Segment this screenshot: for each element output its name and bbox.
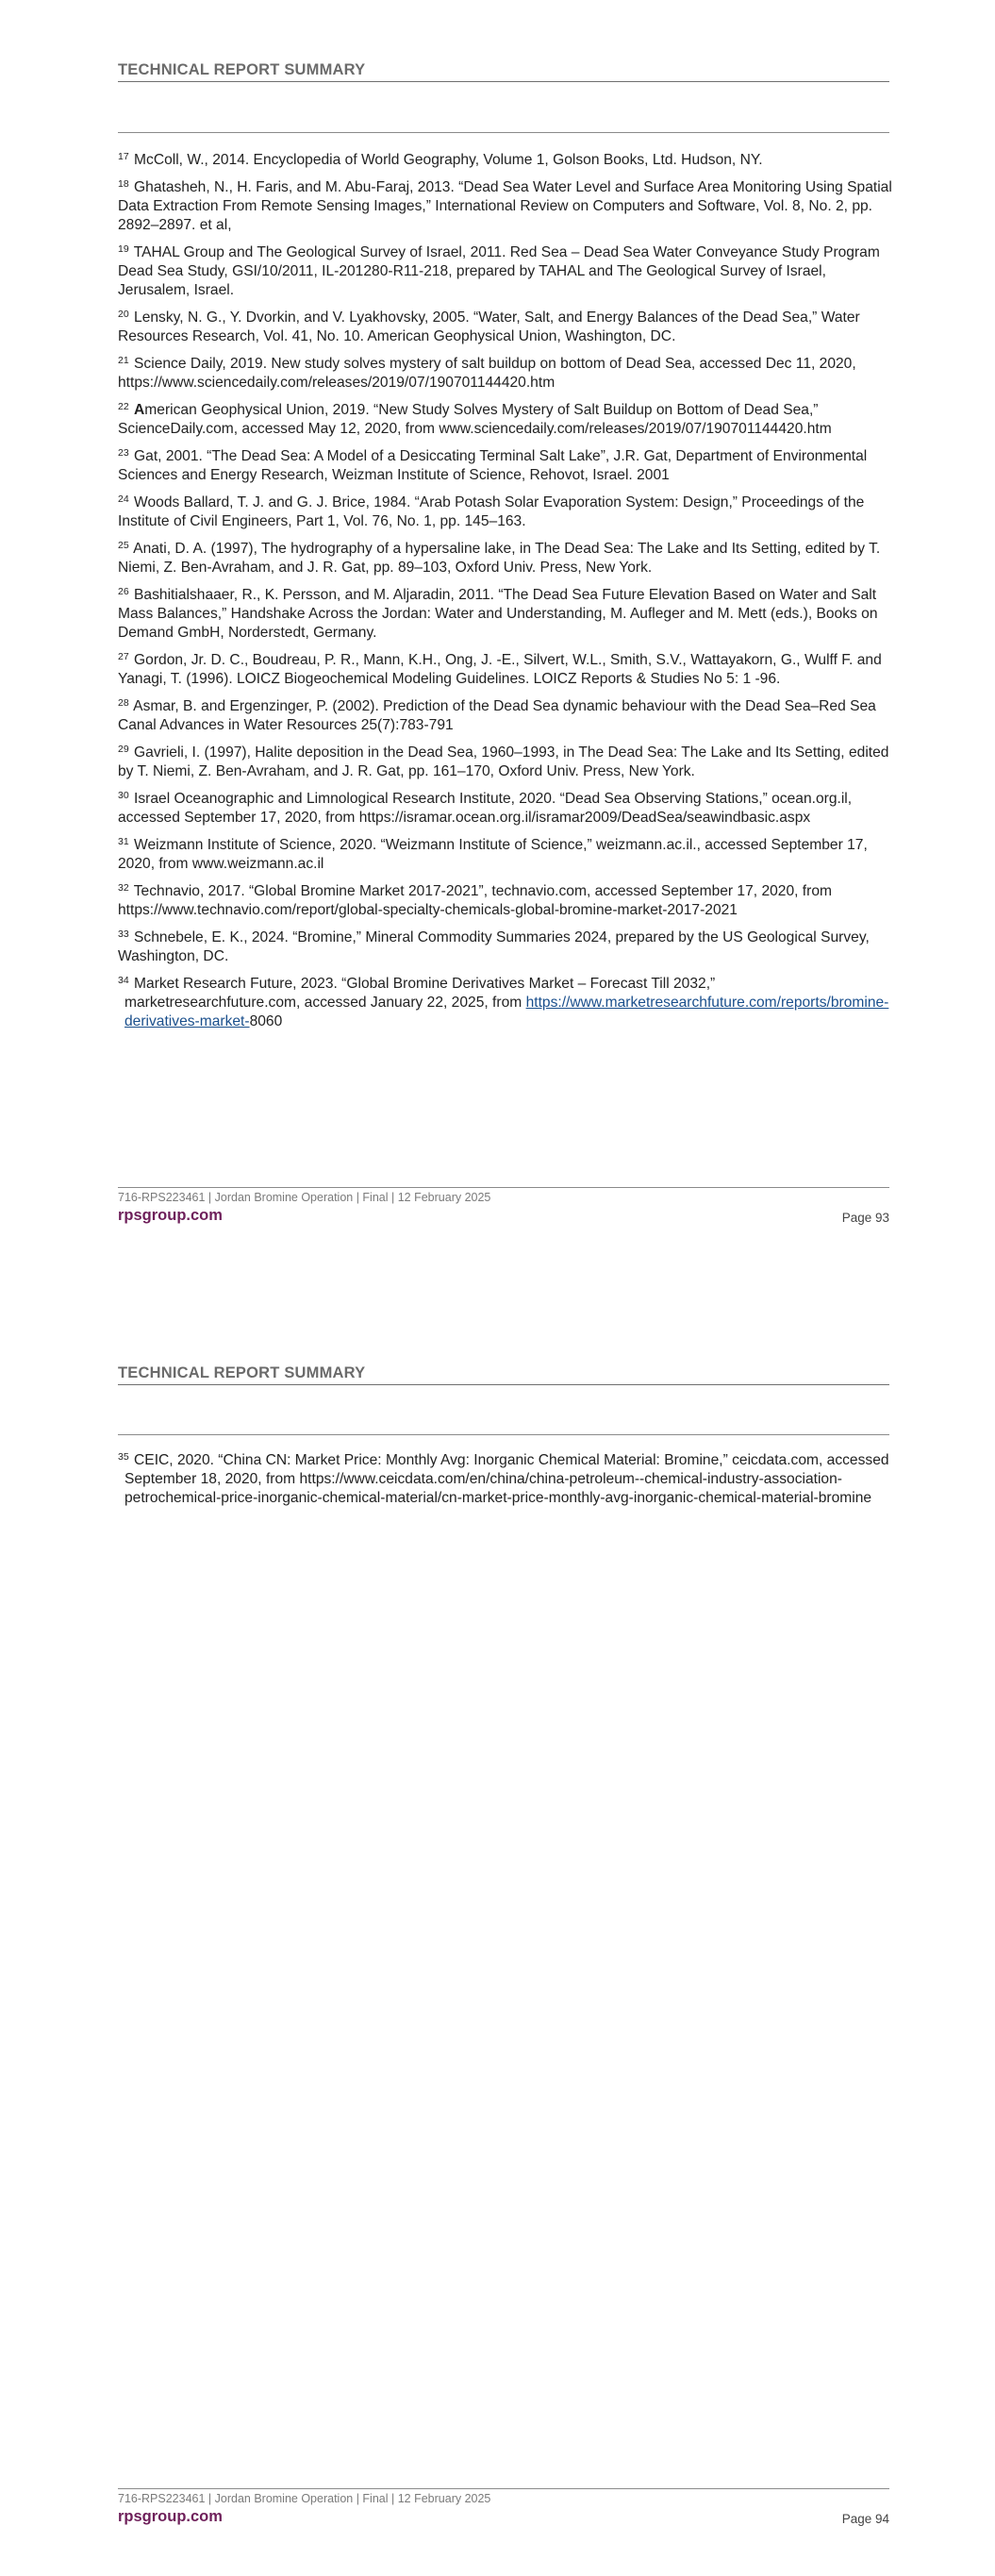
footnote-number: 35	[118, 1451, 129, 1463]
footnote-text: Technavio, 2017. “Global Bromine Market 2017-2021”, technavio.com, accessed September 17, 2020, from https://www.technavio.com/report/global-specialty-chemicals-global-bromine-market-2017-2021	[118, 883, 832, 918]
footer-meta: 716-RPS223461 | Jordan Bromine Operation | Final | 12 February 2025	[118, 1191, 491, 1204]
footnote-28	[118, 697, 893, 735]
footnote-27	[118, 651, 893, 689]
footnote-19	[118, 243, 893, 300]
footnote-text: Market Research Future, 2023. “Global Bromine Derivatives Market – Forecast Till 2032,” marketresearchfuture.com, accessed January 22, 2025, from	[124, 976, 716, 1011]
footnote-number: 34	[118, 975, 129, 986]
footnote-26	[118, 586, 893, 643]
footnote-text: Asmar, B. and Ergenzinger, P. (2002). Prediction of the Dead Sea dynamic behaviour with the Dead Sea–Red Sea Canal Advances in Water Resources 25(7):783-791	[118, 698, 876, 733]
footnote-32	[118, 882, 893, 920]
footnote-number: 18	[118, 178, 129, 190]
footer-rule	[118, 2488, 889, 2489]
page-header-title: TECHNICAL REPORT SUMMARY	[118, 1364, 366, 1381]
footnote-23	[118, 447, 893, 485]
footnote-text: TAHAL Group and The Geological Survey of Israel, 2011. Red Sea – Dead Sea Water Conveyance Study Program Dead Sea Study, GSI/10/2011, IL-201280-R11-218, prepared by TAHAL and The Geological Survey of Israel, Jerusalem, Israel.	[118, 244, 880, 298]
footnote-text: Woods Ballard, T. J. and G. J. Brice, 1984. “Arab Potash Solar Evaporation System: Design,” Proceedings of the Institute of Civil Engineers, Part 1, Vol. 76, No. 1, pp. 145–163.	[118, 494, 865, 529]
footnote-text: CEIC, 2020. “China CN: Market Price: Monthly Avg: Inorganic Chemical Material: Bromine,” ceicdata.com, accessed September 18, 2020, from https://www.ceicdata.com/en/china/china-petroleum--chemical-industry-association-petrochemical-price-inorganic-chemical-material/cn-market-price-monthly-avg-inorganic-chemical-material-bromine	[124, 1452, 889, 1506]
footnote-number: 30	[118, 790, 129, 801]
footnote-34	[118, 975, 893, 1031]
header-rule	[118, 81, 889, 82]
footnote-33	[118, 928, 893, 966]
footnote-text: Schnebele, E. K., 2024. “Bromine,” Mineral Commodity Summaries 2024, prepared by the US Geological Survey, Washington, DC.	[118, 929, 870, 964]
header-rule	[118, 1384, 889, 1385]
footnote-number: 20	[118, 309, 129, 320]
footnote-20	[118, 309, 893, 346]
footnote-text: McColl, W., 2014. Encyclopedia of World Geography, Volume 1, Golson Books, Ltd. Hudson, NY.	[134, 152, 763, 168]
footnote-29	[118, 744, 893, 781]
footnote-number: 33	[118, 928, 129, 940]
footnote-separator	[118, 132, 889, 133]
footnote-text: Lensky, N. G., Y. Dvorkin, and V. Lyakhovsky, 2005. “Water, Salt, and Energy Balances of the Dead Sea,” Water Resources Research, Vol. 41, No. 10. American Geophysical Union, Washington, DC.	[118, 309, 860, 344]
footnote-text: Gat, 2001. “The Dead Sea: A Model of a Desiccating Terminal Salt Lake”, J.R. Gat, Department of Environmental Sciences and Energy Research, Weizman Institute of Science, Rehovot, Israel. 2001	[118, 448, 868, 483]
footnote-link-tail: 8060	[249, 1013, 283, 1029]
page-number: Page 93	[841, 1211, 889, 1225]
footnote-number: 31	[118, 836, 129, 847]
footnote-31	[118, 836, 893, 874]
footnote-number: 27	[118, 651, 129, 662]
footnote-separator	[118, 1434, 889, 1435]
footnote-list	[118, 151, 893, 1040]
footnote-number: 29	[118, 744, 129, 755]
footnote-25	[118, 540, 893, 577]
footnote-17	[118, 151, 893, 170]
footnote-number: 19	[118, 243, 129, 255]
footnote-number: 22	[118, 401, 129, 412]
footnote-lead-letter: A	[134, 402, 145, 418]
footnote-30	[118, 790, 893, 828]
footer-rule	[118, 1187, 889, 1188]
footnote-number: 28	[118, 697, 129, 709]
footer-site-link[interactable]: rpsgroup.com	[118, 1207, 223, 1224]
footnote-number: 32	[118, 882, 129, 894]
footnote-text: Ghatasheh, N., H. Faris, and M. Abu-Faraj, 2013. “Dead Sea Water Level and Surface Area Monitoring Using Spatial Data Extraction From Remote Sensing Images,” International Review on Computers and Software, Vol. 8, No. 2, pp. 2892–2897. et al,	[118, 179, 892, 233]
page-number: Page 94	[841, 2512, 889, 2526]
page-header-title: TECHNICAL REPORT SUMMARY	[118, 61, 366, 78]
footnote-number: 24	[118, 493, 129, 505]
footnote-35	[118, 1451, 893, 1508]
footnote-text: merican Geophysical Union, 2019. “New Study Solves Mystery of Salt Buildup on Bottom of Dead Sea,” ScienceDaily.com, accessed May 12, 2020, from www.sciencedaily.com/releases/2019/07/190701144420.htm	[118, 402, 832, 437]
footnote-18	[118, 178, 893, 235]
footnote-text: Gordon, Jr. D. C., Boudreau, P. R., Mann, K.H., Ong, J. -E., Silvert, W.L., Smith, S.V., Wattayakorn, G., Wulff F. and Yanagi, T. (1996). LOICZ Biogeochemical Modeling Guidelines. LOICZ Reports & Studies No 5: 1 -96.	[118, 652, 882, 687]
footnote-number: 21	[118, 355, 129, 366]
footnote-text: Bashitialshaaer, R., K. Persson, and M. Aljaradin, 2011. “The Dead Sea Future Elevation Based on Water and Salt Mass Balances,” Handshake Across the Jordan: Water and Understanding, M. Aufleger and M. Mett (eds.), Books on Demand GmbH, Norderstedt, Germany.	[118, 587, 878, 641]
footnote-list	[118, 1451, 893, 1516]
footnote-text: Weizmann Institute of Science, 2020. “Weizmann Institute of Science,” weizmann.ac.il., accessed September 17, 2020, from www.weizmann.ac.il	[118, 837, 868, 872]
footer-meta: 716-RPS223461 | Jordan Bromine Operation | Final | 12 February 2025	[118, 2492, 491, 2505]
footer-site-link[interactable]: rpsgroup.com	[118, 2508, 223, 2525]
footnote-link[interactable]: https://www.marketresearchfuture.com/reports/bromine-derivatives-market-	[124, 995, 889, 1029]
footnote-21	[118, 355, 893, 393]
footnote-text: Israel Oceanographic and Limnological Research Institute, 2020. “Dead Sea Observing Stations,” ocean.org.il, accessed September 17, 2020, from https://isramar.ocean.org.il/isramar2009/DeadSea/seawindbasic.aspx	[118, 791, 853, 826]
footnote-number: 17	[118, 151, 129, 162]
footnote-number: 25	[118, 540, 129, 551]
footnote-22	[118, 401, 893, 439]
footnote-number: 26	[118, 586, 129, 597]
footnote-number: 23	[118, 447, 129, 459]
footnote-text: Gavrieli, I. (1997), Halite deposition in the Dead Sea, 1960–1993, in The Dead Sea: The Lake and Its Setting, edited by T. Niemi, Z. Ben-Avraham, and J. R. Gat, pp. 161–170, Oxford Univ. Press, New York.	[118, 744, 889, 779]
footnote-text: Anati, D. A. (1997), The hydrography of a hypersaline lake, in The Dead Sea: The Lake and Its Setting, edited by T. Niemi, Z. Ben-Avraham, and J. R. Gat, pp. 89–103, Oxford Univ. Press, New York.	[118, 541, 881, 576]
footnote-24	[118, 493, 893, 531]
footnote-text: Science Daily, 2019. New study solves mystery of salt buildup on bottom of Dead Sea, accessed Dec 11, 2020, https://www.sciencedaily.com/releases/2019/07/190701144420.htm	[118, 356, 856, 391]
